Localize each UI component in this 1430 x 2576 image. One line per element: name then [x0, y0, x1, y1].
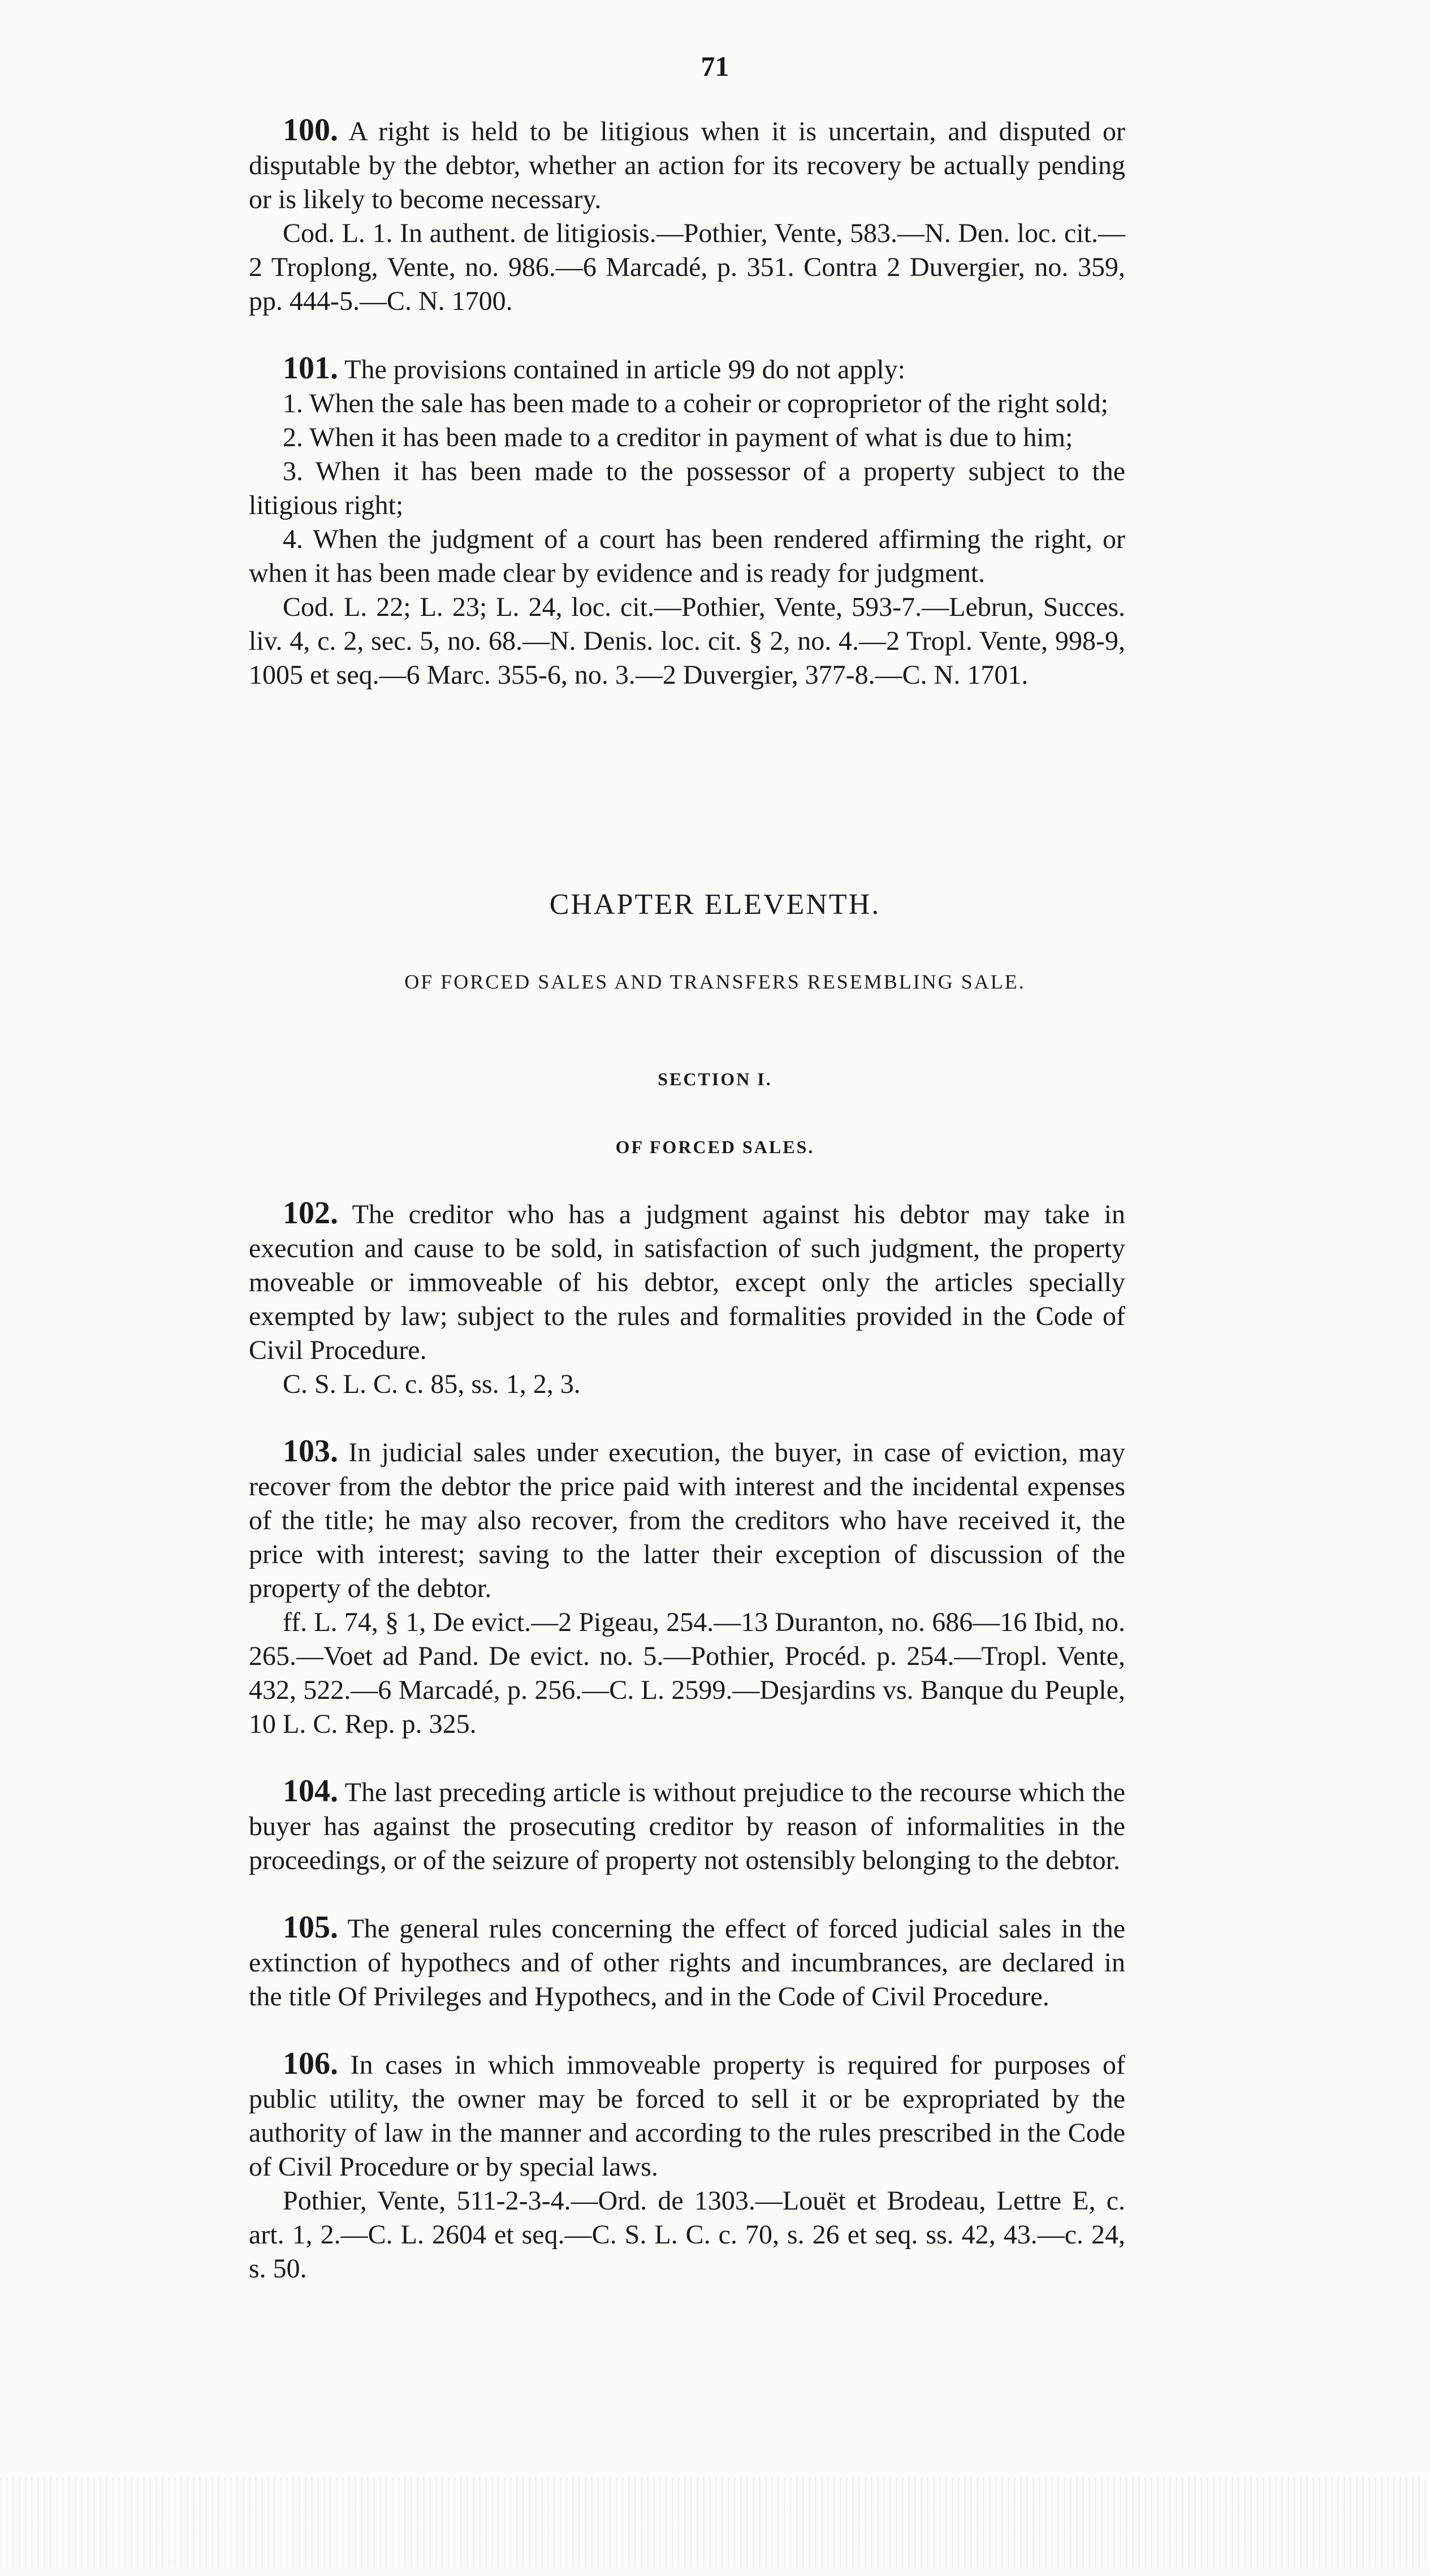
- article-101-item-2: 2. When it has been made to a creditor in payment of what is due to him;: [283, 422, 1073, 452]
- article-101-item-1: 1. When the sale has been made to a coheir or coproprietor of the right sold;: [283, 389, 1108, 418]
- article-text: In cases in which immoveable property is required for purposes of public utility, the owner may be forced to sell it or be expropriated by the authority of law in the manner and according to the rules prescribed in the Code of Civil Procedure or by special laws.: [249, 2050, 1125, 2182]
- article-102-citation: C. S. L. C. c. 85, ss. 1, 2, 3.: [283, 1369, 581, 1399]
- section-title: OF FORCED SALES.: [615, 1137, 815, 1157]
- page-number: 71: [701, 50, 729, 82]
- article-text: The creditor who has a judgment against his debtor may take in execution and cause to be sold, in satisfaction of such judgment, the property moveable or immoveable of his debtor, except only the articles specially exempted by law; subject to the rules and formalities provided in the Code of Civil Procedure.: [249, 1199, 1125, 1365]
- articles-100-101: [249, 113, 1125, 692]
- chapter-heading: CHAPTER ELEVENTH.: [549, 888, 881, 921]
- article-number: 106.: [283, 2046, 338, 2081]
- article-number: 100.: [283, 113, 338, 148]
- article-number: 102.: [283, 1196, 338, 1231]
- article-text: The last preceding article is without prejudice to the recourse which the buyer has against the prosecuting creditor by reason of informalities in the proceedings, or of the seizure of property not ostensibly belonging to the debtor.: [249, 1777, 1125, 1875]
- scan-noise: [0, 2477, 1430, 2568]
- article-number: 104.: [283, 1774, 338, 1809]
- chapter-subtitle: OF FORCED SALES AND TRANSFERS RESEMBLING SALE.: [404, 970, 1026, 993]
- article-text: The provisions contained in article 99 do not apply:: [338, 355, 905, 385]
- article-101-item-4: 4. When the judgment of a court has been rendered affirming the right, or when it has been made clear by evidence and is ready for judgment.: [249, 524, 1125, 588]
- article-105: [249, 1910, 1125, 2014]
- section-heading: SECTION I.: [658, 1069, 772, 1089]
- article-100-citation: Cod. L. 1. In authent. de litigiosis.—Pothier, Vente, 583.—N. Den. loc. cit.—2 Troplong, Vente, no. 986.—6 Marcadé, p. 351. Contra 2 Duvergier, no. 359, pp. 444-5.—C. N. 1700.: [249, 218, 1125, 316]
- articles-102-106: [249, 1196, 1125, 2286]
- article-101: [249, 351, 1125, 387]
- article-text: A right is held to be litigious when it is uncertain, and disputed or disputable by the debtor, whether an action for its recovery be actually pending or is likely to become necessary.: [249, 116, 1125, 214]
- article-104: [249, 1774, 1125, 1878]
- article-number: 103.: [283, 1434, 338, 1469]
- article-102: [249, 1196, 1125, 1367]
- article-text: In judicial sales under execution, the buyer, in case of eviction, may recover from the debtor the price paid with interest and the incidental expenses of the title; he may also recover, from the creditors who have received it, the price with interest; saving to the latter their exception of discussion of the property of the debtor.: [249, 1438, 1125, 1603]
- article-106: [249, 2047, 1125, 2184]
- article-101-item-3: 3. When it has been made to the possessor of a property subject to the litigious right;: [249, 456, 1125, 520]
- article-number: 101.: [283, 351, 338, 386]
- article-100: [249, 113, 1125, 217]
- article-106-citation: Pothier, Vente, 511-2-3-4.—Ord. de 1303.—Louët et Brodeau, Lettre E, c. art. 1, 2.—C. L. 2604 et seq.—C. S. L. C. c. 70, s. 26 et seq. ss. 42, 43.—c. 24, s. 50.: [249, 2186, 1125, 2284]
- article-103-citation: ff. L. 74, § 1, De evict.—2 Pigeau, 254.—13 Duranton, no. 686—16 Ibid, no. 265.—Voet ad Pand. De evict. no. 5.—Pothier, Procéd. p. 254.—Tropl. Vente, 432, 522.—6 Marcadé, p. 256.—C. L. 2599.—Desjardins vs. Banque du Peuple, 10 L. C. Rep. p. 325.: [249, 1607, 1125, 1739]
- article-103: [249, 1434, 1125, 1606]
- article-text: The general rules concerning the effect of forced judicial sales in the extinction of hypothecs and of other rights and incumbrances, are declared in the title Of Privileges and Hypothecs, and in the Code of Civil Procedure.: [249, 1914, 1125, 2012]
- article-number: 105.: [283, 1910, 338, 1945]
- article-101-citation: Cod. L. 22; L. 23; L. 24, loc. cit.—Pothier, Vente, 593-7.—Lebrun, Succes. liv. 4, c. 2, sec. 5, no. 68.—N. Denis. loc. cit. § 2, no. 4.—2 Tropl. Vente, 998-9, 1005 et seq.—6 Marc. 355-6, no. 3.—2 Duvergier, 377-8.—C. N. 1701.: [249, 592, 1125, 690]
